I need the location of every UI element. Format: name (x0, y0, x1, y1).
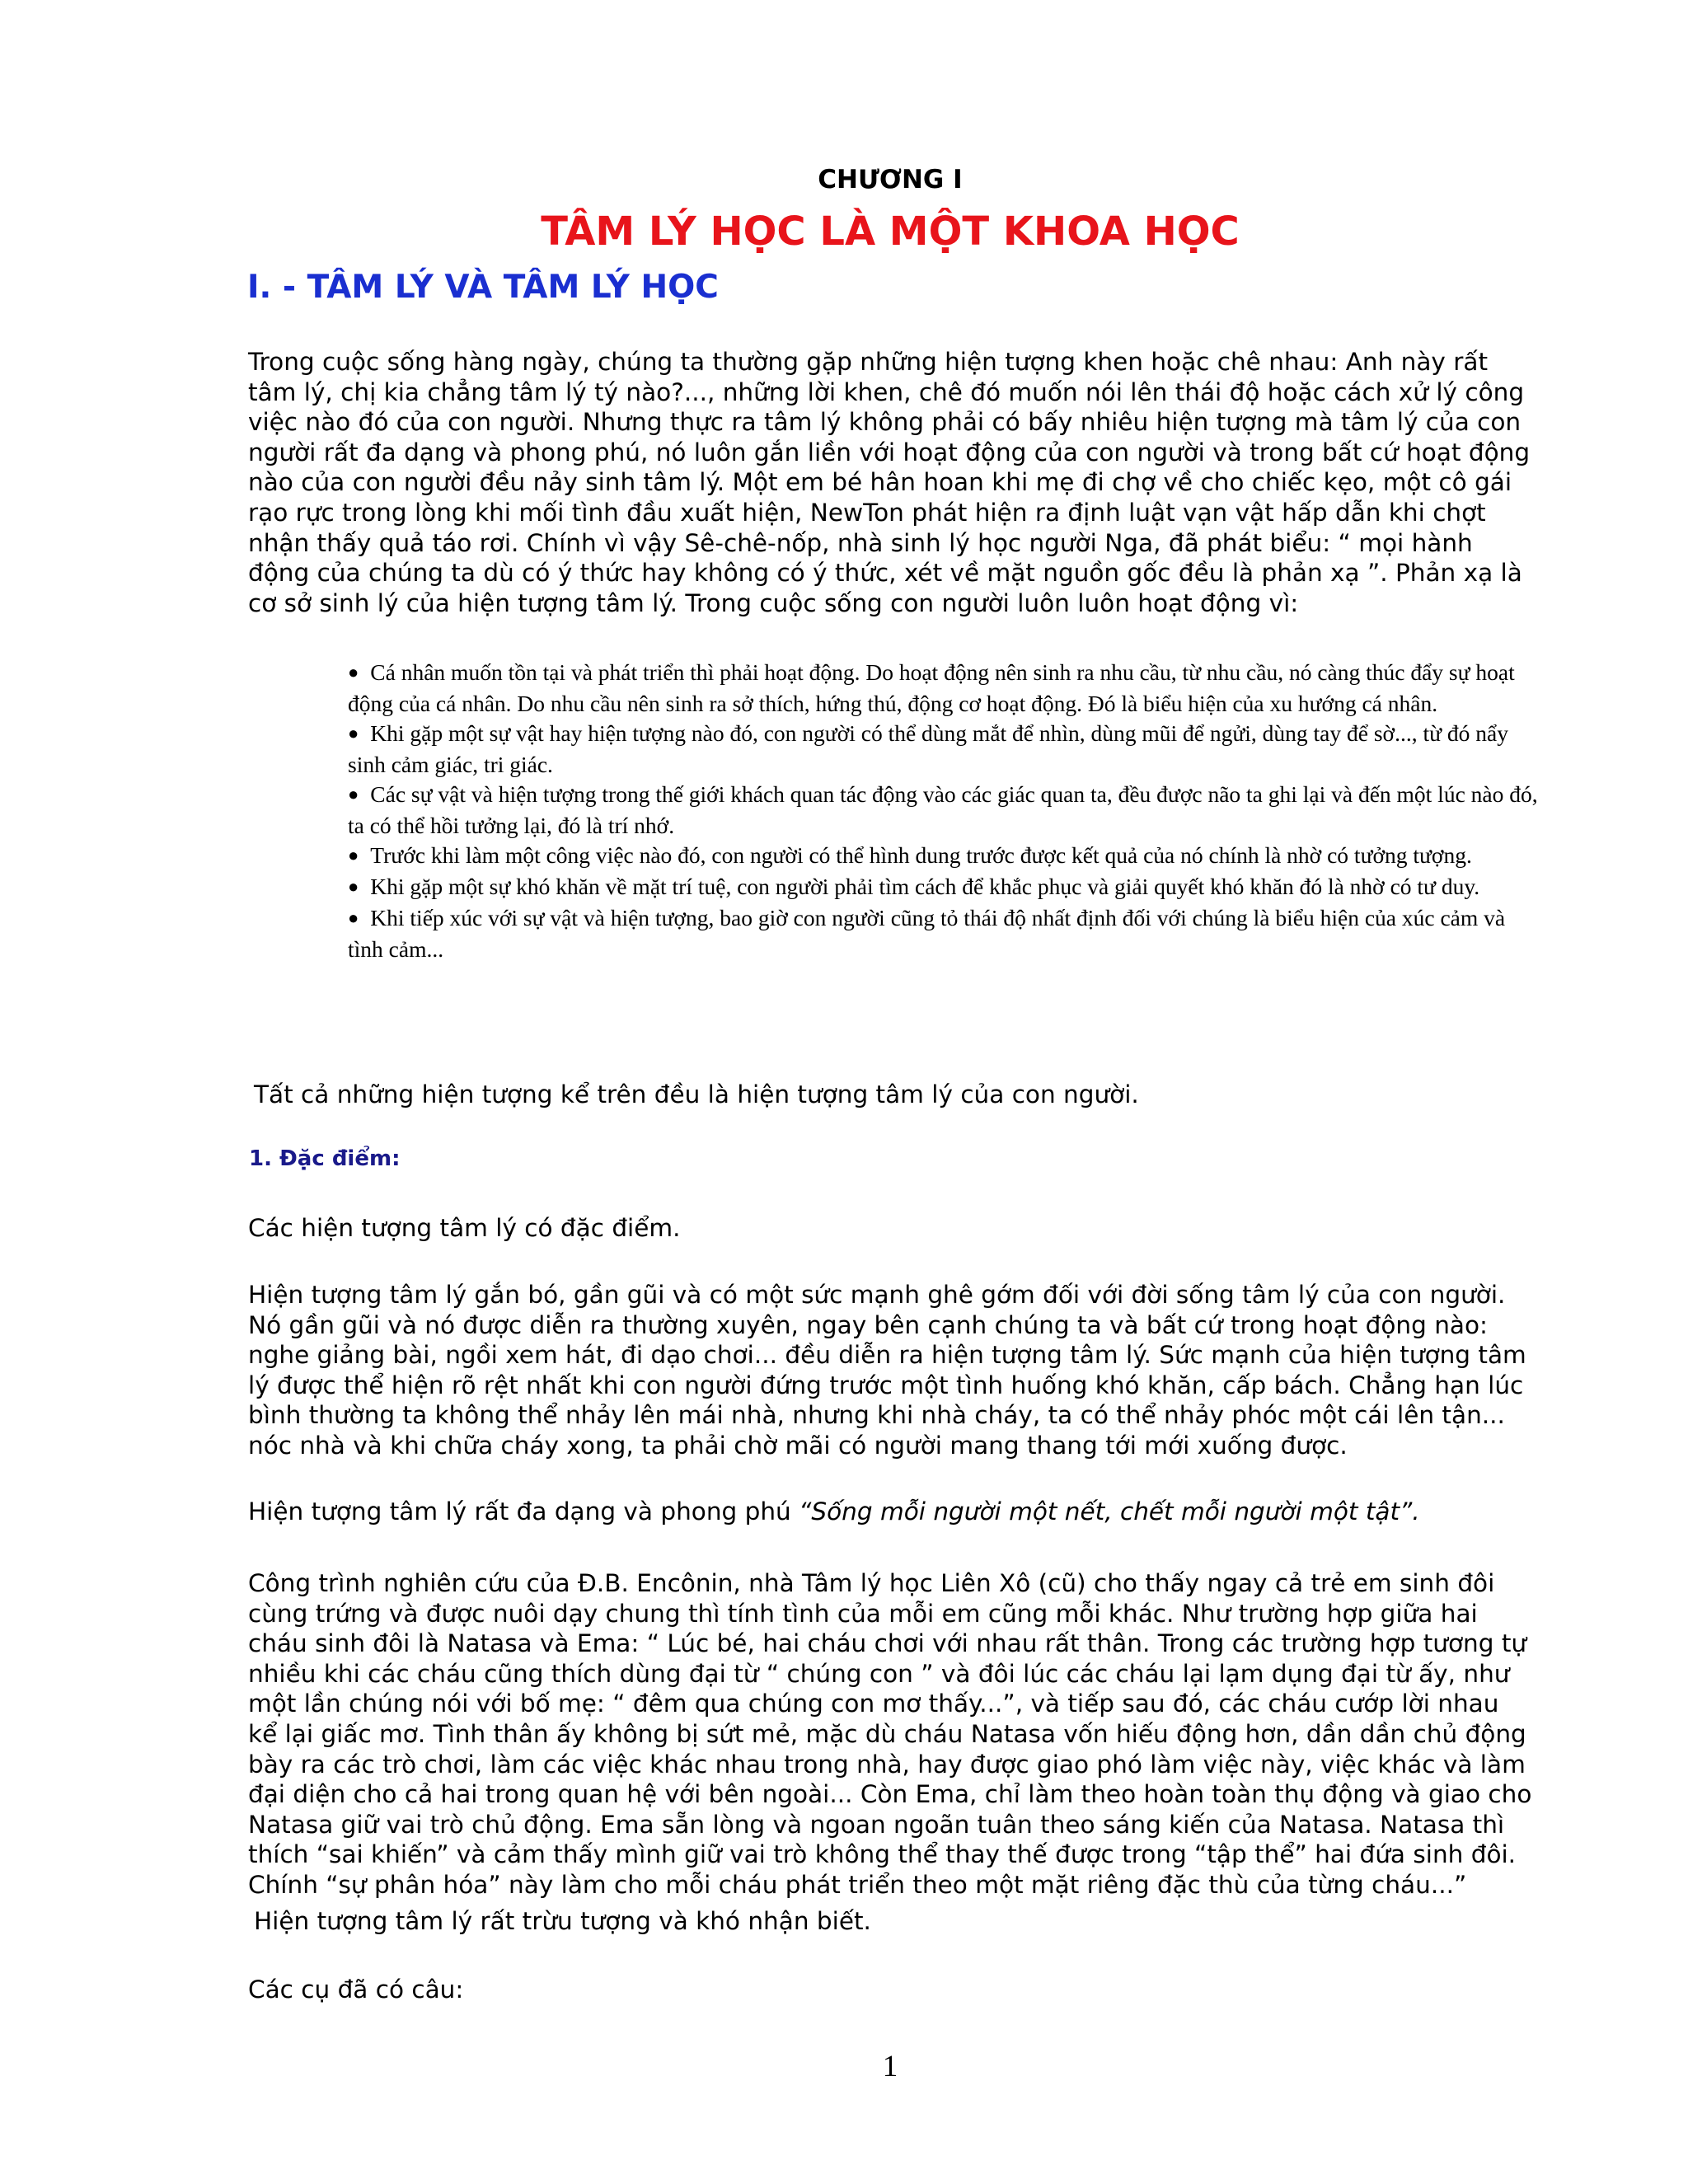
list-item-text: Khi gặp một sự vật hay hiện tượng nào đó, con người có thể dùng mắt để nhìn, dùng mũi để ngửi, dùng tay để sờ..., từ đó nẩy sinh cảm giác, tri giác. (348, 720, 1508, 777)
list-item (348, 658, 1543, 719)
bullet-icon: ● (348, 907, 359, 928)
list-item (348, 903, 1543, 964)
summary-paragraph: Tất cả những hiện tượng kể trên đều là hiện tượng tâm lý của con người. (254, 1080, 1139, 1108)
list-item-text: Các sự vật và hiện tượng trong thế giới khách quan tác động vào các giác quan ta, đều được não ta ghi lại và đến một lúc nào đó, ta có thể hồi tưởng lại, đó là trí nhớ. (348, 781, 1538, 838)
diversity-paragraph (248, 1497, 1534, 1527)
abstract-paragraph: Hiện tượng tâm lý rất trừu tượng và khó nhận biết. (254, 1907, 871, 1935)
diversity-text: Hiện tượng tâm lý rất đa dạng và phong phú (248, 1497, 799, 1526)
saying-paragraph: Các cụ đã có câu: (248, 1975, 464, 2004)
features-paragraph: Các hiện tượng tâm lý có đặc điểm. (248, 1214, 681, 1242)
bullet-icon: ● (348, 845, 359, 865)
closeness-paragraph: Hiện tượng tâm lý gắn bó, gần gũi và có một sức mạnh ghê gớm đối với đời sống tâm lý của con người. Nó gần gũi và nó được diễn ra thường xuyên, ngay bên cạnh chúng ta và bất cứ trong hoạt động nào: nghe giảng bài, ngồi xem hát, đi dạo chơi... đều diễn ra hiện tượng tâm lý. Sức mạnh của hiện tượng tâm lý được thể hiện rõ rệt nhất khi con người đứng trước một tình huống khó khăn, cấp bách. Chẳng hạn lúc bình thường ta không thể nhảy lên mái nhà, nhưng khi nhà cháy, ta có thể nhảy phóc một cái lên tận... nóc nhà và khi chữa cháy xong, ta phải chờ mãi có người mang thang tới mới xuống được. (248, 1281, 1526, 1460)
list-item-text: Trước khi làm một công việc nào đó, con người có thể hình dung trước được kết quả của nó chính là nhờ có tưởng tượng. (370, 842, 1472, 868)
list-item-text: Khi tiếp xúc với sự vật và hiện tượng, bao giờ con người cũng tỏ thái độ nhất định đối với chúng là biểu hiện của xúc cảm và tình cảm... (348, 905, 1506, 962)
list-item (348, 841, 1543, 872)
bullet-icon: ● (348, 723, 359, 743)
section-heading: I. - TÂM LÝ VÀ TÂM LÝ HỌC (247, 269, 719, 306)
bullet-icon: ● (348, 876, 359, 897)
intro-paragraph: Trong cuộc sống hàng ngày, chúng ta thường gặp những hiện tượng khen hoặc chê nhau: Anh này rất tâm lý, chị kia chẳng tâm lý tý nào?..., những lời khen, chê đó muốn nói lên thái độ hoặc cách xử lý công việc nào đó của con người. Nhưng thực ra tâm lý không phải có bấy nhiêu hiện tượng mà tâm lý của con người rất đa dạng và phong phú, nó luôn gắn liền với hoạt động của con người và trong bất cứ hoạt động nào của con người đều nảy sinh tâm lý. Một em bé hân hoan khi mẹ đi chợ về cho chiếc kẹo, một cô gái rạo rực trong lòng khi mối tình đầu xuất hiện, NewTon phát hiện ra định luật vạn vật hấp dẫn khi chợt nhận thấy quả táo rơi. Chính vì vậy Sê-chê-nốp, nhà sinh lý học người Nga, đã phát biểu: “ mọi hành động của chúng ta dù có ý thức hay không có ý thức, xét về mặt nguồn gốc đều là phản xạ ”. Phản xạ là cơ sở sinh lý của hiện tượng tâm lý. Trong cuộc sống con người luôn luôn hoạt động vì: (248, 348, 1531, 617)
diversity-quote: “Sống mỗi người một nết, chết mỗi người một tật”. (799, 1497, 1420, 1526)
bullet-list (348, 658, 1543, 964)
chapter-title: TÂM LÝ HỌC LÀ MỘT KHOA HỌC (541, 209, 1240, 255)
list-item-text: Cá nhân muốn tồn tại và phát triển thì phải hoạt động. Do hoạt động nên sinh ra nhu cầu, từ nhu cầu, nó càng thúc đẩy sự hoạt động của cá nhân. Do nhu cầu nên sinh ra sở thích, hứng thú, động cơ hoạt động. Đó là biểu hiện của xu hướng cá nhân. (348, 659, 1515, 716)
subheading-features: 1. Đặc điểm: (249, 1146, 401, 1171)
list-item (348, 872, 1543, 903)
bullet-icon: ● (348, 662, 359, 682)
research-paragraph: Công trình nghiên cứu của Đ.B. Encônin, nhà Tâm lý học Liên Xô (cũ) cho thấy ngay cả trẻ em sinh đôi cùng trứng và được nuôi dạy chung thì tính tình của mỗi em cũng mỗi khác. Như trường hợp giữa hai cháu sinh đôi là Natasa và Ema: “ Lúc bé, hai cháu chơi với nhau rất thân. Trong các trường hợp tương tự nhiều khi các cháu cũng thích dùng đại từ “ chúng con ” và đôi lúc các cháu lại lạm dụng đại từ ấy, như một lần chúng nói với bố mẹ: “ đêm qua chúng con mơ thấy...”, và tiếp sau đó, các cháu cướp lời nhau kể lại giấc mơ. Tình thân ấy không bị sứt mẻ, mặc dù cháu Natasa vốn hiếu động hơn, dần dần chủ động bày ra các trò chơi, làm các việc khác nhau trong nhà, hay được giao phó làm việc này, việc khác và làm đại diện cho cả hai trong quan hệ với bên ngoài... Còn Ema, chỉ làm theo hoàn toàn thụ động và giao cho Natasa giữ vai trò chủ động. Ema sẵn lòng và ngoan ngoãn tuân theo sáng kiến của Natasa. Natasa thì thích “sai khiến” và cảm thấy mình giữ vai trò không thể thay thế được trong “tập thể” hai đứa sinh đôi. Chính “sự phân hóa” này làm cho mỗi cháu phát triển theo một mặt riêng đặc thù của từng cháu...” (248, 1569, 1532, 1899)
chapter-label: CHƯƠNG I (818, 165, 963, 194)
list-item (348, 719, 1543, 780)
bullet-icon: ● (348, 784, 359, 804)
list-item (348, 780, 1543, 841)
page-number: 1 (882, 2050, 898, 2083)
list-item-text: Khi gặp một sự khó khăn về mặt trí tuệ, con người phải tìm cách để khắc phục và giải quyết khó khăn đó là nhờ có tư duy. (370, 874, 1480, 899)
